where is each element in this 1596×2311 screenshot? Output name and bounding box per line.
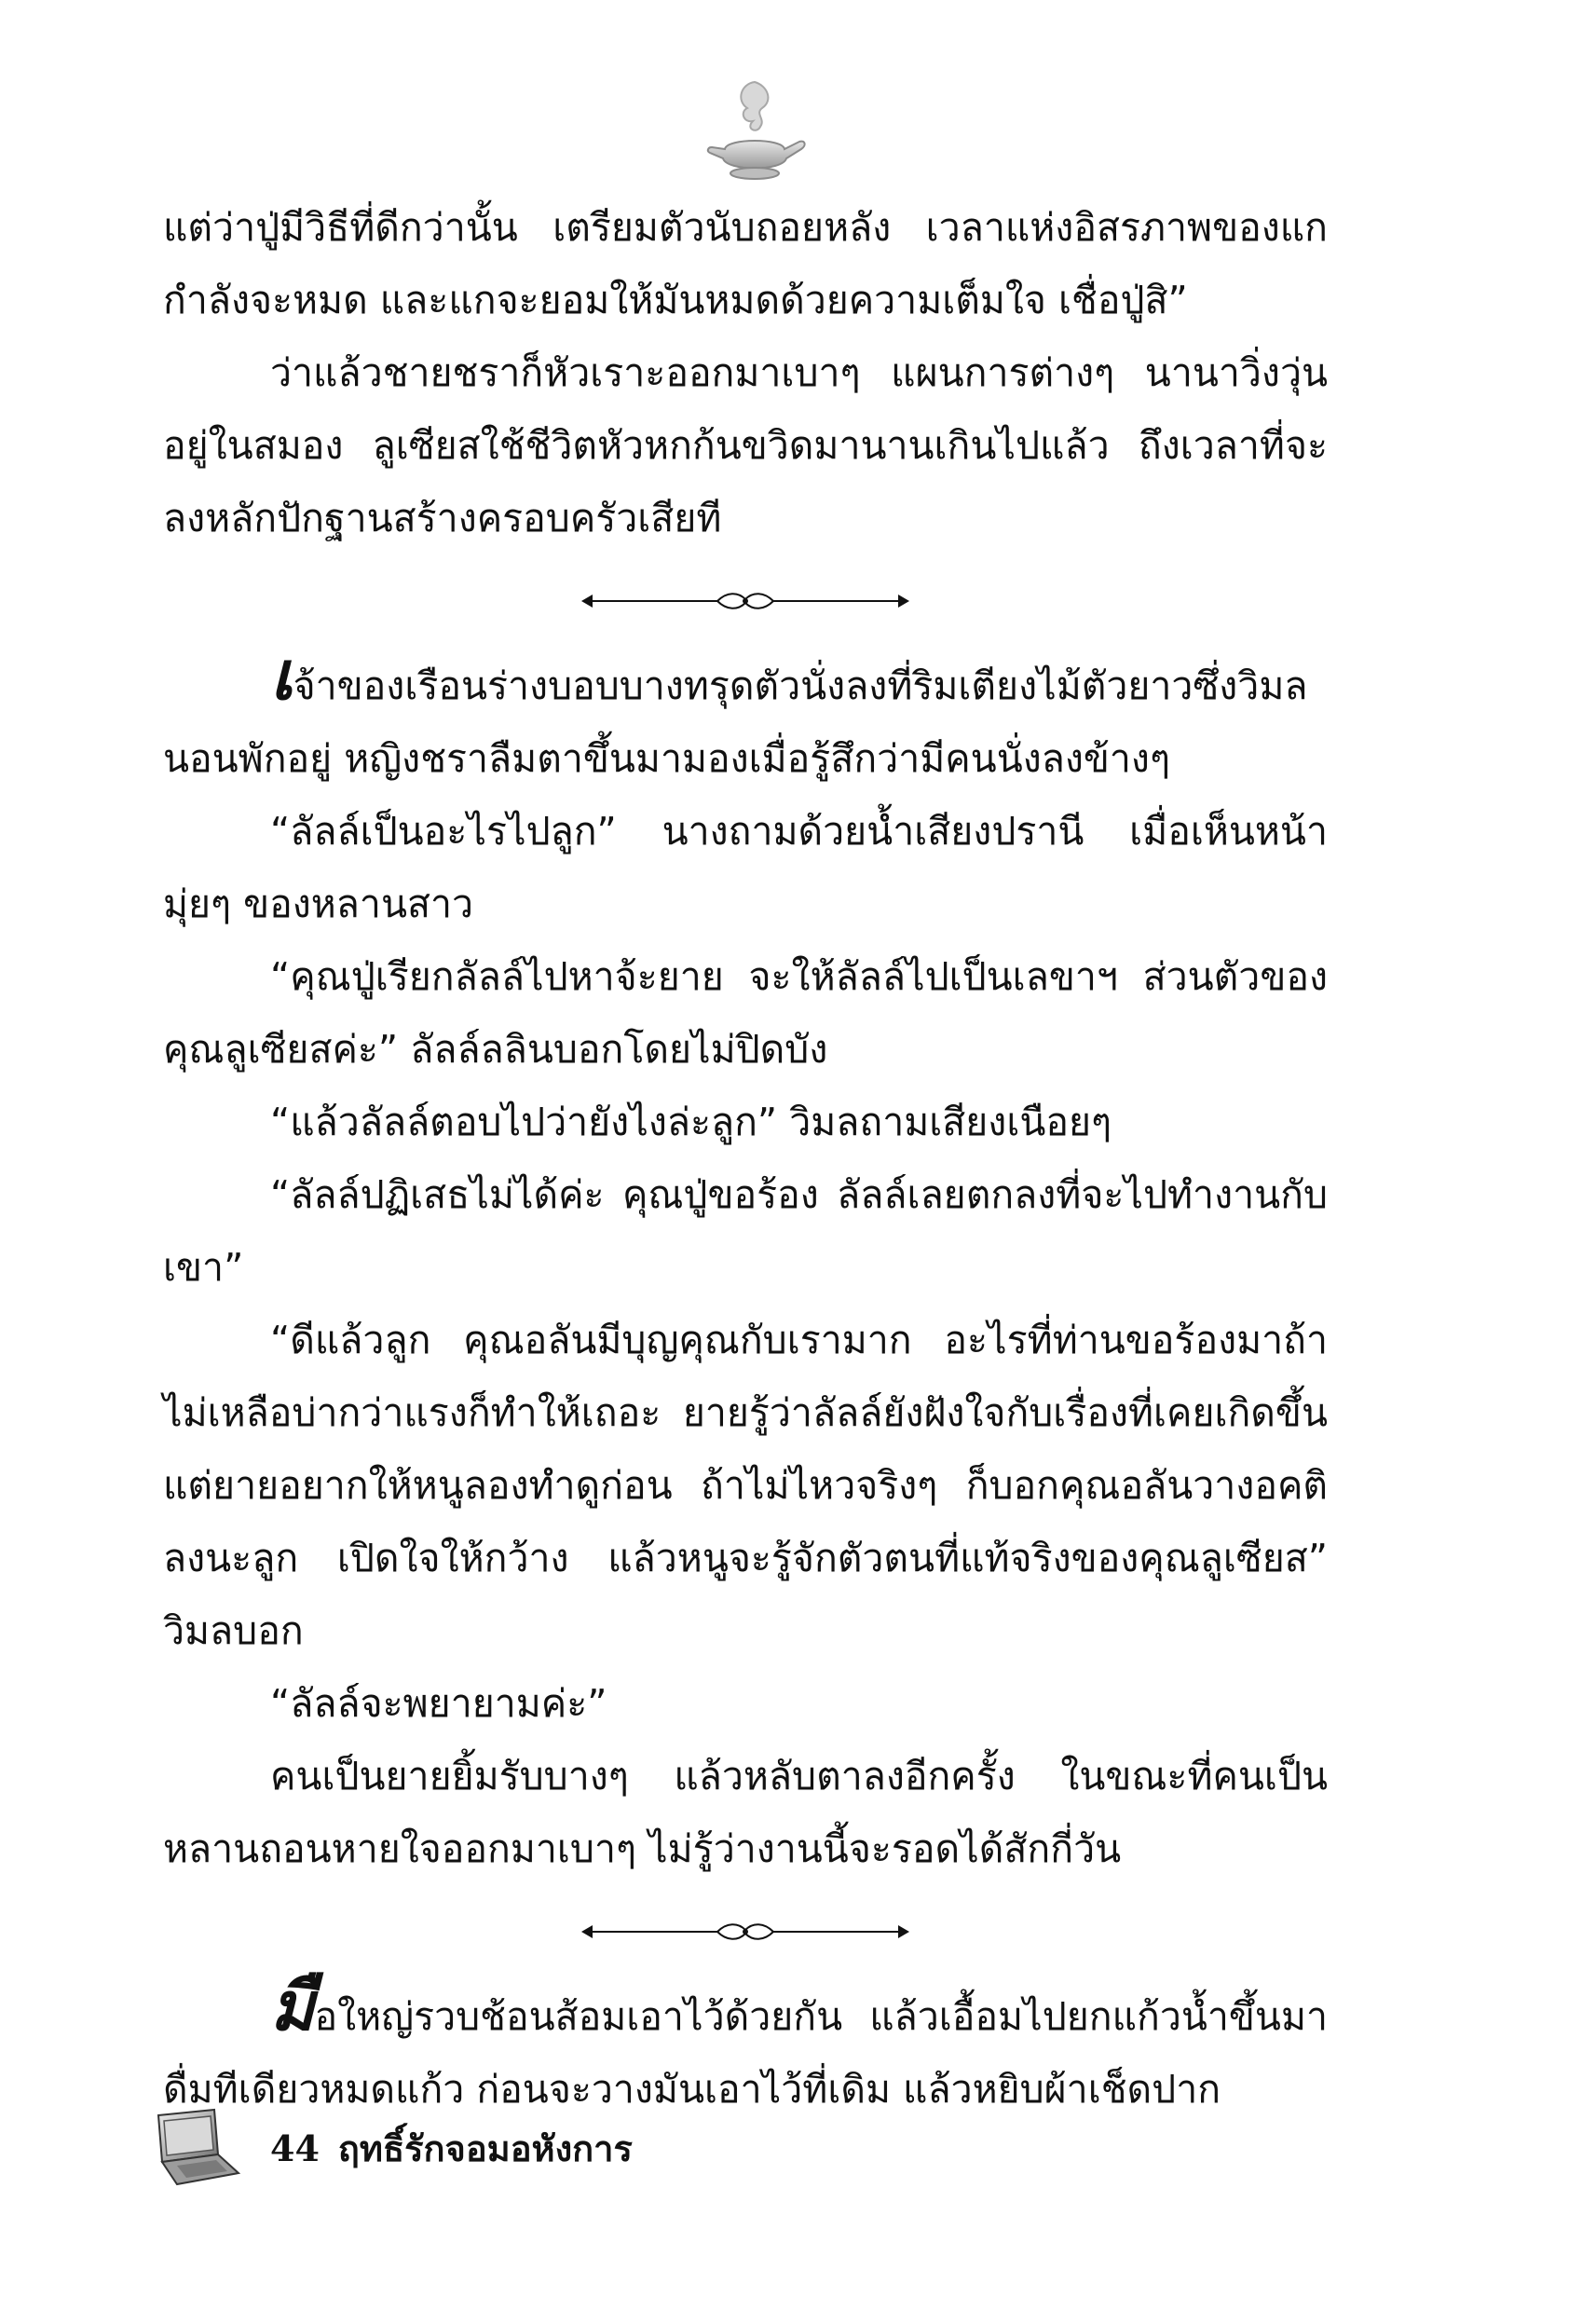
paragraph: คนเป็นยายยิ้มรับบางๆ แล้วหลับตาลงอีกครั้ง ในขณะที่คนเป็นหลานถอนหายใจออกมาเบาๆ ไม่รู้ว่างานนี้จะรอดได้สักกี่วัน — [163, 1754, 1328, 1871]
section-divider — [163, 554, 1328, 648]
genie-lamp-icon — [689, 75, 820, 186]
drop-cap: มื — [270, 1966, 315, 2045]
paragraph: “คุณปู่เรียกลัลล์ไปหาจ้ะยาย จะให้ลัลล์ไปเป็นเลขาฯ ส่วนตัวของคุณลูเซียสค่ะ” ลัลล์ลลินบอกโดยไม่ปิดบัง — [163, 954, 1328, 1072]
paragraph: แต่ว่าปู่มีวิธีที่ดีกว่านั้น เตรียมตัวนับถอยหลัง เวลาแห่งอิสรภาพของแก กำลังจะหมด และแกจะยอมให้มันหมดด้วยความเต็มใจ เชื่อปู่สิ” — [163, 205, 1328, 322]
ornament-divider-icon — [578, 1918, 913, 1946]
paragraph: “ลัลล์ปฏิเสธไม่ได้ค่ะ คุณปู่ขอร้อง ลัลล์เลยตกลงที่จะไปทำงานกับเขา” — [163, 1172, 1328, 1290]
paragraph: “ดีแล้วลูก คุณอลันมีบุญคุณกับเรามาก อะไรที่ท่านขอร้องมาถ้าไม่เหลือบ่ากว่าแรงก็ทำให้เถอะ ยายรู้ว่าลัลล์ยังฝังใจกับเรื่องที่เคยเกิดขึ้น แต่ยายอยากให้หนูลองทำดูก่อน ถ้าไม่ไหวจริงๆ ก็บอกคุณอลันวางอคติลงนะลูก เปิดใจให้กว้าง แล้วหนูจะรู้จักตัวตนที่แท้จริงของคุณลูเซียส” วิมลบอก — [163, 1318, 1328, 1653]
ornament-divider-icon — [578, 587, 913, 615]
paragraph-text: จ้าของเรือนร่างบอบบางทรุดตัวนั่งลงที่ริมเตียงไม้ตัวยาวซึ่งวิมลนอนพักอยู่ หญิงชราลืมตาขึ้นมามองเมื่อรู้สึกว่ามีคนนั่งลงข้างๆ — [163, 663, 1308, 781]
paragraph-text: อใหญ่รวบช้อนส้อมเอาไว้ด้วยกัน แล้วเอื้อมไปยกแก้วน้ำขึ้นมาดื่มทีเดียวหมดแก้ว ก่อนจะวางมันเอาไว้ที่เดิม แล้วหยิบผ้าเช็ดปาก — [163, 1994, 1328, 2112]
laptop-icon — [149, 2106, 242, 2190]
paragraph: “แล้วลัลล์ตอบไปว่ายังไงล่ะลูก” วิมลถามเสียงเนือยๆ — [270, 1100, 1112, 1144]
page-number: 44 — [270, 2126, 320, 2169]
body-text — [163, 191, 1328, 2126]
section-divider — [163, 1885, 1328, 1978]
paragraph: “ลัลล์จะพยายามค่ะ” — [270, 1681, 607, 1726]
page-footer — [149, 2101, 633, 2195]
paragraph: “ลัลล์เป็นอะไรไปลูก” นางถามด้วยน้ำเสียงปรานี เมื่อเห็นหน้ามุ่ยๆ ของหลานสาว — [163, 809, 1328, 926]
book-title: ฤทธิ์รักจอมอหังการ — [337, 2126, 633, 2169]
paragraph-with-dropcap — [163, 636, 1328, 795]
paragraph: ว่าแล้วชายชราก็หัวเราะออกมาเบาๆ แผนการต่างๆ นานาวิ่งวุ่นอยู่ในสมอง ลูเซียสใช้ชีวิตหัวหกก้นขวิดมานานเกินไปแล้ว ถึงเวลาที่จะลงหลักปักฐานสร้างครอบครัวเสียที — [163, 350, 1328, 540]
drop-cap: เ — [270, 636, 293, 715]
